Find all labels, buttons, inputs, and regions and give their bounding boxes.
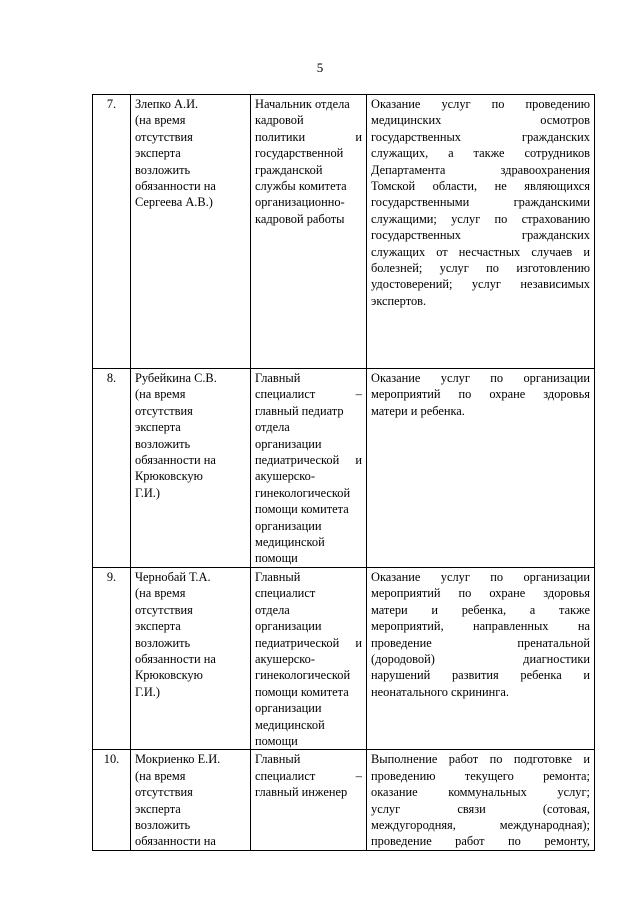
position-cell-line: педиатрической и [255,635,362,650]
description-cell-line: Выполнение работ по подготовке и [371,752,590,767]
position-cell-line: акушерско- [255,469,315,484]
expert-name-cell-line: обязанности на [135,651,216,666]
expert-name-cell-line: Г.И.) [135,485,161,500]
position-cell [251,567,367,749]
description-cell-line: Томской области, не являющихся [371,179,590,194]
table-row [93,95,595,369]
position-cell-line: главный педиатр [255,403,344,418]
position-cell-line: педиатрической и [255,453,362,468]
expert-name-cell-line: Г.И.) [135,684,161,699]
position-cell-line: государственной [255,146,344,161]
expert-name-cell-line: отсутствия [135,785,193,800]
position-cell [251,369,367,568]
description-cell-line: нарушений развития ребенка и [371,668,590,683]
position-cell-line: акушерско- [255,651,315,666]
description-cell-line: Оказание услуг по организации [371,371,590,385]
expert-name-cell [131,369,251,568]
expert-name-cell-line: Рубейкина С.В. [135,371,217,385]
expert-name-cell-line: (на время [135,387,186,402]
row-number: 10. [93,750,131,850]
position-cell-line: отдела [255,602,290,617]
description-cell [367,567,595,749]
expert-name-cell-line: обязанности на [135,834,216,849]
description-cell-line: мероприятий, направленных на [371,619,590,634]
description-cell-line: Департамента здравоохранения [371,162,590,177]
description-cell-line: болезней; услуг по изготовлению [371,261,590,276]
position-cell-line: организационно- [255,195,345,210]
expert-name-cell-line: возложить [135,635,191,650]
description-cell-line: услуг связи (сотовая, [371,801,590,816]
position-cell-line: организации [255,701,322,716]
description-cell-line: государственных гражданских [371,228,590,243]
position-cell-line: гинекологической [255,485,351,500]
description-cell-line: служащих, а также сотрудников [371,146,590,161]
position-cell-line: медицинской [255,717,325,732]
expert-name-cell-line: Сергеева А.В.) [135,195,213,210]
table-row [93,567,595,749]
description-cell-line: служащими; услуг по страхованию [371,211,590,226]
table-row [93,750,595,850]
row-number: 8. [93,369,131,568]
description-cell-line: Оказание услуг по проведению [371,97,590,111]
description-cell-line: матери и ребенка, а также [371,602,590,617]
expert-name-cell-line: возложить [135,436,191,451]
position-cell-line: специалист [255,586,316,601]
expert-name-cell-line: отсутствия [135,403,193,418]
description-cell-line: проведению текущего ремонта; [371,768,590,783]
row-number: 7. [93,95,131,369]
position-cell-line: помощи [255,551,298,566]
description-cell-line: междугородняя, международная); [371,817,590,832]
position-cell [251,750,367,850]
position-cell-line: политики и [255,129,362,144]
expert-name-cell-line: отсутствия [135,602,193,617]
description-cell-line: служащих от несчастных случаев и [371,244,590,259]
description-cell-line: удостоверений; услуг независимых [371,277,590,292]
description-cell-line: матери и ребенка. [371,403,465,418]
expert-name-cell-line: обязанности на [135,179,216,194]
description-cell [367,369,595,568]
position-cell [251,95,367,369]
position-cell-line: гражданской [255,162,323,177]
position-cell-line: специалист – [255,768,362,783]
expert-name-cell-line: (на время [135,586,186,601]
expert-name-cell-line: эксперта [135,619,181,634]
expert-name-cell [131,567,251,749]
description-cell-line: неонатального скрининга. [371,684,509,699]
expert-name-cell [131,95,251,369]
description-cell-line: оказание коммунальных услуг; [371,785,590,800]
position-cell-line: медицинской [255,535,325,550]
position-cell-line: помощи комитета [255,684,349,699]
experts-table-body [93,95,595,851]
position-cell-line: организации [255,619,322,634]
expert-name-cell-line: (на время [135,768,186,783]
expert-name-cell-line: возложить [135,162,191,177]
description-cell [367,750,595,850]
position-cell-line: Главный [255,752,301,767]
expert-name-cell-line: Чернобай Т.А. [135,569,211,584]
expert-name-cell-line: отсутствия [135,129,193,144]
expert-name-cell-line: эксперта [135,146,181,161]
position-cell-line: организации [255,518,322,533]
description-cell-line: медицинских осмотров [371,113,590,128]
expert-name-cell-line: (на время [135,113,186,128]
expert-name-cell-line: обязанности на [135,453,216,468]
expert-name-cell-line: эксперта [135,420,181,435]
position-cell-line: кадровой [255,113,304,128]
position-cell-line: помощи комитета [255,502,349,517]
description-cell-line: (дородовой) диагностики [371,651,590,666]
position-cell-line: гинекологической [255,668,351,683]
position-cell-line: Главный [255,569,301,584]
position-cell-line: организации [255,436,322,451]
expert-name-cell-line: возложить [135,817,191,832]
description-cell-line: Оказание услуг по организации [371,569,590,584]
description-cell-line: мероприятий по охране здоровья [371,387,590,402]
position-cell-line: кадровой работы [255,211,345,226]
position-cell-line: главный инженер [255,785,348,800]
expert-name-cell-line: Крюковскую [135,469,203,484]
table-row [93,369,595,568]
expert-name-cell-line: Злепко А.И. [135,97,199,111]
description-cell-line: мероприятий по охране здоровья [371,586,590,601]
description-cell-line: экспертов. [371,293,427,308]
position-cell-line: Главный [255,371,301,385]
expert-name-cell-line: Мокриенко Е.И. [135,752,221,767]
description-cell-line: проведение работ по ремонту, [371,834,590,849]
expert-name-cell-line: Крюковскую [135,668,203,683]
row-number: 9. [93,567,131,749]
experts-table [92,94,595,851]
description-cell-line: проведение пренатальной [371,635,590,650]
position-cell-line: помощи [255,733,298,748]
position-cell-line: специалист – [255,387,362,402]
page-number: 5 [316,60,324,75]
position-cell-line: Начальник отдела [255,97,350,111]
expert-name-cell [131,750,251,850]
position-cell-line: отдела [255,420,290,435]
position-cell-line: службы комитета [255,179,347,194]
expert-name-cell-line: эксперта [135,801,181,816]
description-cell-line: государственными гражданскими [371,195,590,210]
description-cell-line: государственных гражданских [371,129,590,144]
description-cell [367,95,595,369]
